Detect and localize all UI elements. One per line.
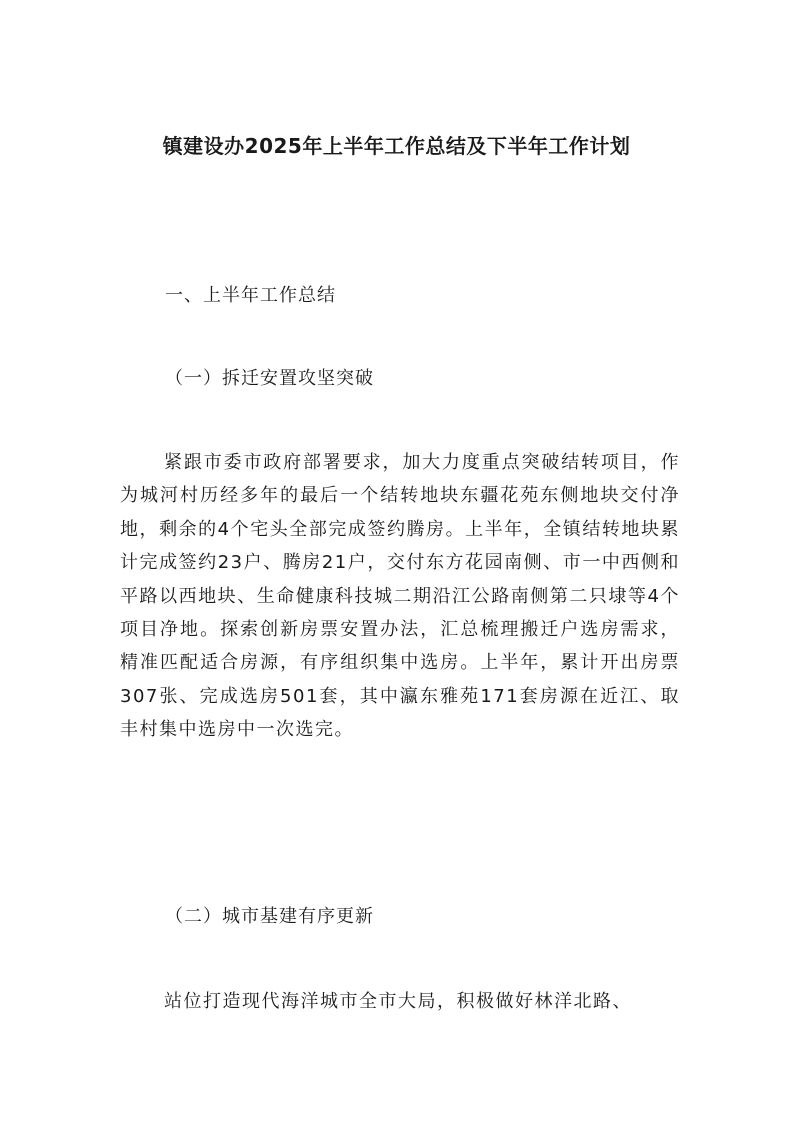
subsection-heading-demolition-resettlement: （一）拆迁安置攻坚突破 (165, 368, 374, 389)
document-title: 镇建设办2025年上半年工作总结及下半年工作计划 (162, 134, 631, 158)
paragraph-urban-infrastructure: 站位打造现代海洋城市全市大局，积极做好林洋北路、 (164, 991, 632, 1012)
subsection-heading-urban-infrastructure: （二）城市基建有序更新 (165, 906, 374, 927)
section-heading-first-half-summary: 一、上半年工作总结 (165, 285, 336, 306)
paragraph-demolition-resettlement: 紧跟市委市政府部署要求，加大力度重点突破结转项目，作为城河村历经多年的最后一个结转地块东疆花苑东侧地块交付净地，剩余的4个宅头全部完成签约腾房。上半年，全镇结转地块累计完成签约23户、腾房21户，交付东方花园南侧、市一中西侧和平路以西地块、生命健康科技城二期沿江公路南侧第二只埭等4个项目净地。探索创新房票安置办法，汇总梳理搬迁户选房需求，精准匹配适合房源，有序组织集中选房。上半年，累计开出房票307张、完成选房501套，其中瀛东雅苑171套房源在近江、取丰村集中选房中一次选完。 (120, 452, 680, 741)
